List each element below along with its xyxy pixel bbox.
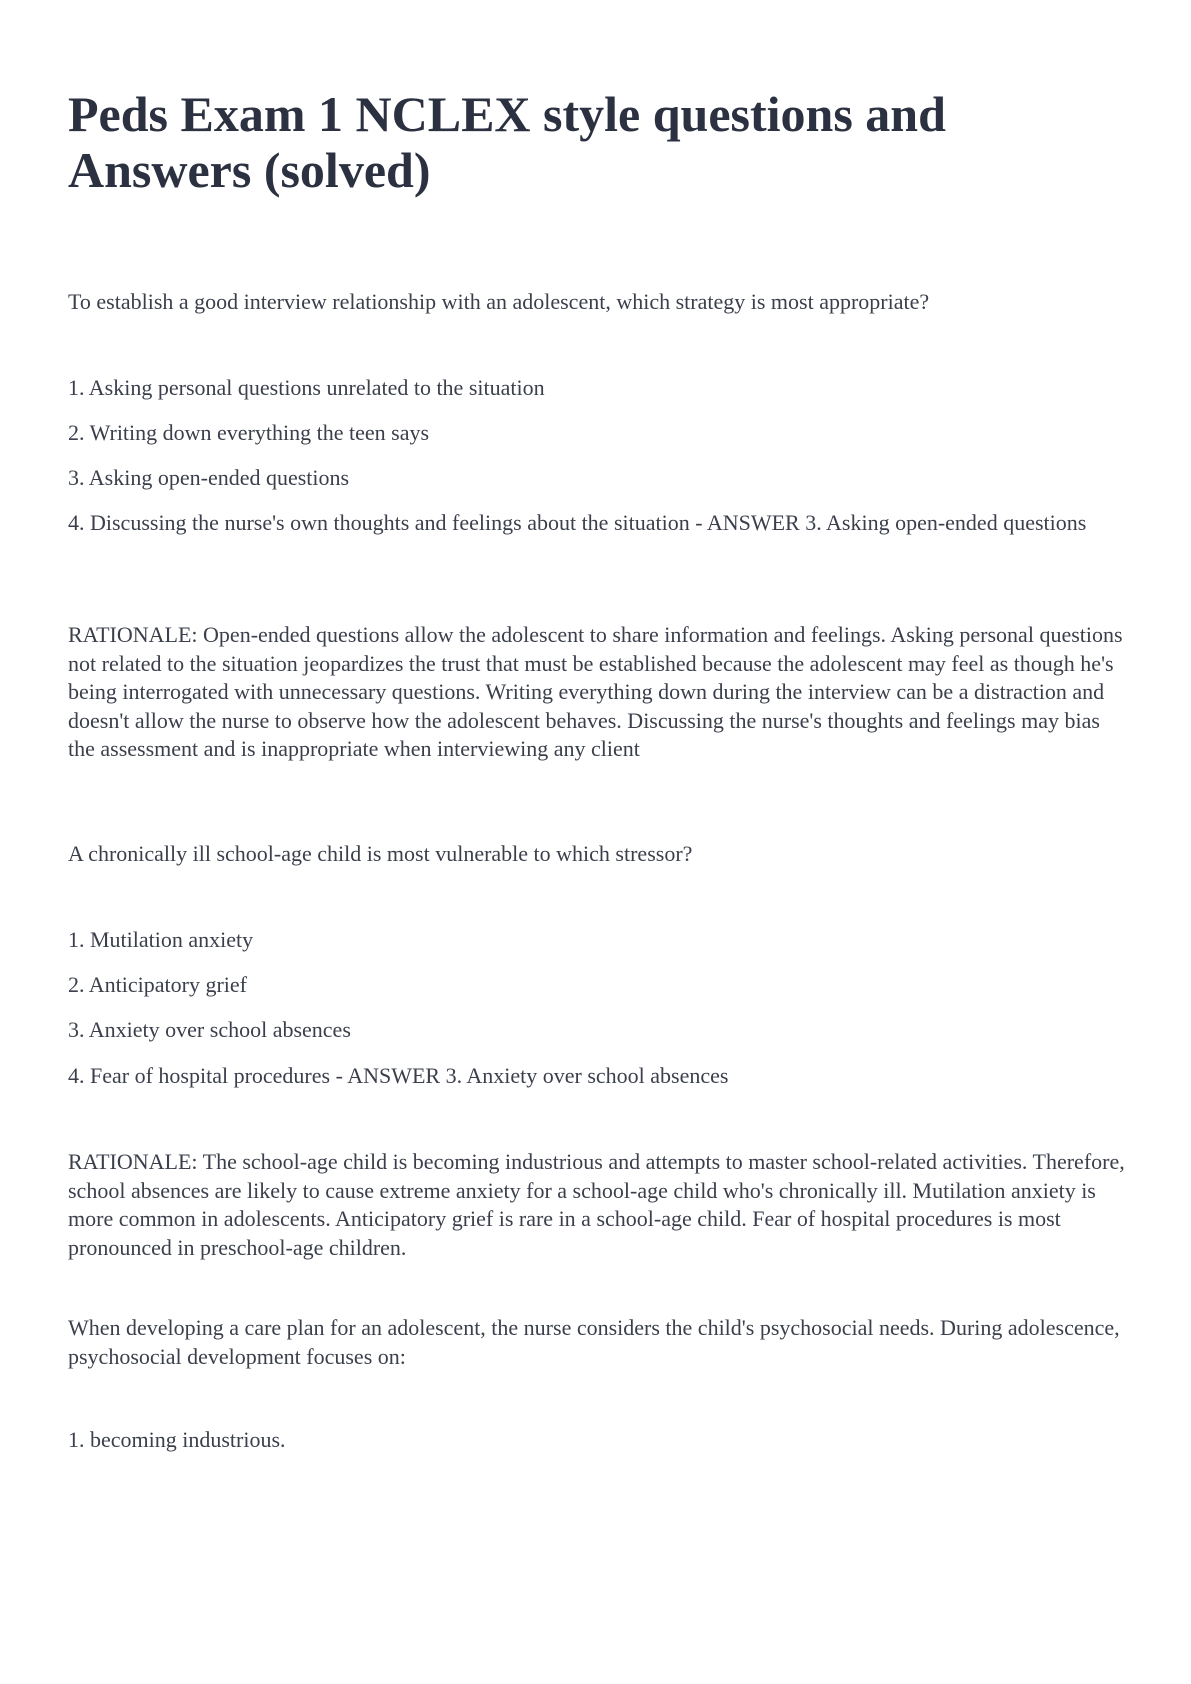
question-2-rationale: RATIONALE: The school-age child is becoming industrious and attempts to master school-related activities. Therefore, school absences are likely to cause extreme anxiety for a school-age child who's chronically ill. Mutilation anxiety is more common in adolescents. Anticipatory grief is rare in a school-age child. Fear of hospital procedures is most pronounced in preschool-age children. [68,1149,1125,1260]
question-2-option-3: 3. Anxiety over school absences [68,1017,351,1042]
question-2-option-4-answer: 4. Fear of hospital procedures - ANSWER 3. Anxiety over school absences [68,1063,729,1088]
document-title: Peds Exam 1 NCLEX style questions and Answers (solved) [68,86,946,198]
question-1-option-4-answer: 4. Discussing the nurse's own thoughts and feelings about the situation - ANSWER 3. Asking open-ended questions [68,510,1087,535]
question-1-option-3: 3. Asking open-ended questions [68,465,350,490]
question-3-stem: When developing a care plan for an adolescent, the nurse considers the child's psychosocial needs. During adolescence, psychosocial development focuses on: [68,1315,1120,1369]
question-2-stem: A chronically ill school-age child is most vulnerable to which stressor? [68,841,693,866]
question-2-option-2: 2. Anticipatory grief [68,972,248,997]
question-1-rationale: RATIONALE: Open-ended questions allow the adolescent to share information and feelings. Asking personal questions not related to the situation jeopardizes the trust that must be established because the adolescent may feel as though he's being interrogated with unnecessary questions. Writing everything down during the interview can be a distraction and doesn't allow the nurse to observe how the adolescent behaves. Discussing the nurse's thoughts and feelings may bias the assessment and is inappropriate when interviewing any client [68,622,1123,761]
question-1-stem: To establish a good interview relationship with an adolescent, which strategy is most appropriate? [68,289,930,314]
question-2-option-1: 1. Mutilation anxiety [68,927,254,952]
question-1-option-1: 1. Asking personal questions unrelated to the situation [68,375,545,400]
question-3-option-1: 1. becoming industrious. [68,1427,286,1452]
question-1-option-2: 2. Writing down everything the teen says [68,420,430,445]
